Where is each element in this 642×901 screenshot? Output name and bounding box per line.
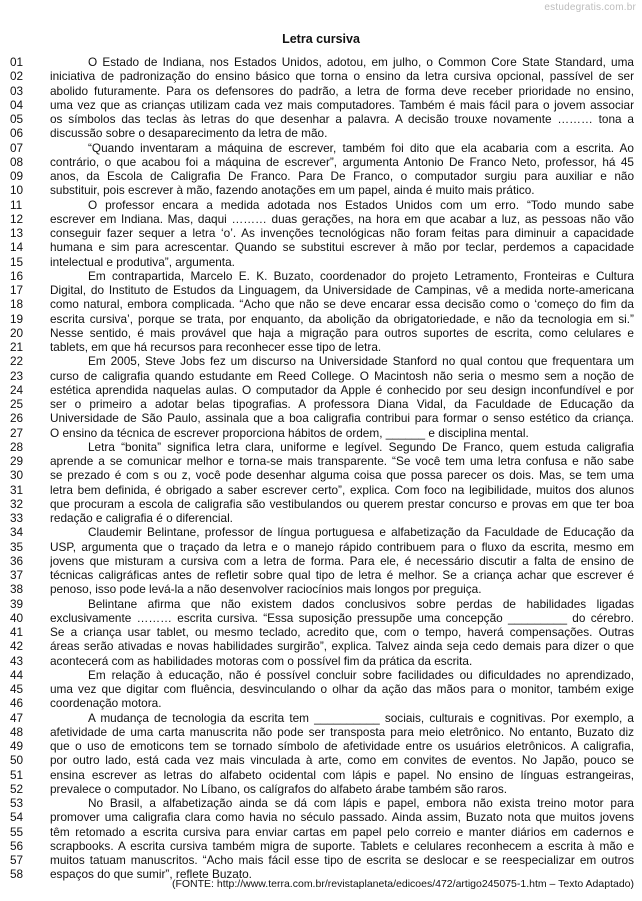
line-text: tablets, em que há recursos para reconhecer esse tipo de letra. bbox=[50, 340, 382, 354]
line-number: 09 bbox=[10, 169, 24, 183]
line-text: ser o primeiro a adotar belas tipografias. A professora Diana Vidal, da Faculdade de Educação da bbox=[50, 397, 634, 411]
line-number: 55 bbox=[10, 824, 24, 839]
line-text: ensina escrever as letras do alfabeto ocidental com lápis e papel. No ensino de línguas estrangeiras, bbox=[50, 767, 634, 782]
text-line bbox=[0, 212, 642, 226]
text-line bbox=[0, 768, 642, 782]
line-text: escrever em Indiana. Mas, daqui ……… duas gerações, na hora em que acabar a luz, as pessoas não vão bbox=[50, 211, 634, 226]
line-number: 41 bbox=[10, 625, 24, 639]
line-number: 53 bbox=[10, 796, 24, 810]
text-line bbox=[0, 540, 642, 554]
text-line bbox=[0, 839, 642, 853]
text-line bbox=[0, 169, 642, 183]
text-line bbox=[0, 383, 642, 397]
line-text: por outro lado, está cada vez mais vinculada à arte, como em convites de eventos. No Japão, pouco se bbox=[50, 753, 634, 768]
text-line bbox=[0, 654, 642, 668]
text-line bbox=[0, 725, 642, 739]
line-number: 56 bbox=[10, 838, 24, 853]
line-number: 15 bbox=[10, 254, 24, 269]
line-text: discussão sobre o desaparecimento da letra de mão. bbox=[50, 126, 328, 141]
text-line bbox=[0, 226, 642, 240]
line-text: se prezado é com s ou z, você pode desenhar alguma coisa que possa parecer os dois. Mas, se tem uma bbox=[50, 468, 634, 483]
line-number: 14 bbox=[10, 240, 24, 255]
line-text: acontecerá com as habilidades motoras com o possível fim da prática da escrita. bbox=[50, 653, 473, 668]
line-text: Nesse sentido, é mais provável que haja a migração para outros suportes de escrita, como celulares e bbox=[50, 325, 634, 340]
text-line bbox=[0, 696, 642, 710]
line-number: 22 bbox=[10, 354, 24, 369]
line-number: 48 bbox=[10, 724, 24, 739]
text-line bbox=[0, 340, 642, 354]
text-line bbox=[0, 326, 642, 340]
line-text: intelectual e produtiva”, argumenta. bbox=[50, 254, 235, 269]
text-line bbox=[0, 240, 642, 254]
line-text: uma vez que as crianças utilizam cada vez mais computadores. Também é mais fácil para o jovem associar bbox=[50, 97, 634, 112]
line-number: 54 bbox=[10, 810, 24, 825]
text-line bbox=[0, 369, 642, 383]
line-text: humana e sim para acrescentar. Quando se substitui escrever à mão por teclar, perdemos a capacidade bbox=[50, 240, 634, 255]
text-line bbox=[0, 354, 642, 368]
source-citation: (FONTE: http://www.terra.com.br/revistaplaneta/edicoes/472/artigo245075-1.htm – Texto Adaptado) bbox=[171, 878, 634, 890]
line-number: 01 bbox=[10, 55, 24, 69]
text-line bbox=[0, 397, 642, 411]
line-number: 38 bbox=[10, 582, 24, 597]
text-line bbox=[0, 668, 642, 682]
line-number: 58 bbox=[10, 867, 24, 882]
line-text: iniciativa de padronização do ensino básico que torna o ensino da letra cursiva opcional, passível de ser bbox=[50, 69, 634, 84]
line-text: Letra “bonita” significa letra clara, uniforme e legível. Segundo De Franco, quem estuda caligrafia bbox=[88, 439, 634, 454]
line-text: Belintane afirma que não existem dados conclusivos sobre perdas de habilidades ligadas bbox=[88, 596, 634, 611]
line-text: escrita cursiva’, porque se trata, por enquanto, da abolição da obrigatoriedade, e não da tecnologia em si.” bbox=[50, 311, 634, 326]
line-text: coordenação motora. bbox=[50, 696, 162, 711]
text-line bbox=[0, 497, 642, 511]
text-line bbox=[0, 682, 642, 696]
line-text: estética aprendida naquelas aulas. O computador da Apple é conhecido por seu design inconfundível e por bbox=[50, 382, 634, 397]
line-number: 35 bbox=[10, 539, 24, 554]
line-number: 10 bbox=[10, 183, 24, 198]
text-line bbox=[0, 782, 642, 796]
line-text: USP, argumenta que o traçado da letra e o manejo rápido contribuem para o fluxo da escrita, mesmo em bbox=[50, 539, 634, 554]
line-number: 34 bbox=[10, 525, 24, 540]
line-number: 36 bbox=[10, 553, 24, 568]
line-text: A mudança de tecnologia da escrita tem __________ sociais, culturais e cognitivas. Por exemplo, a bbox=[88, 710, 634, 725]
text-line bbox=[0, 55, 642, 69]
line-number: 24 bbox=[10, 382, 24, 397]
text-line bbox=[0, 625, 642, 639]
line-number: 45 bbox=[10, 682, 24, 696]
text-line bbox=[0, 454, 642, 468]
line-text: “Quando inventaram a máquina de escrever, também foi dito que ela acabaria com a escrita. Ao bbox=[88, 140, 634, 155]
line-number: 42 bbox=[10, 639, 24, 654]
text-line bbox=[0, 269, 642, 283]
line-text: redação e caligrafia é o diferencial. bbox=[50, 511, 233, 525]
line-number: 17 bbox=[10, 283, 24, 297]
line-text: O professor encara a medida adotada nos Estados Unidos com um erro. “Todo mundo sabe bbox=[88, 197, 634, 212]
text-line bbox=[0, 112, 642, 126]
line-text: Se a criança usar tablet, ou mesmo teclado, acredito que, com o tempo, haverá compensações. Outras bbox=[50, 625, 634, 639]
line-number: 39 bbox=[10, 596, 24, 611]
line-text: exclusivamente ……… escrita cursiva. “Essa suposição pressupõe uma concepção _________ do cérebro. bbox=[50, 610, 634, 625]
text-line bbox=[0, 468, 642, 482]
line-text: espaços do que sumir”, reflete Buzato. bbox=[50, 867, 252, 882]
line-number: 16 bbox=[10, 268, 24, 283]
line-text: Em relação à educação, não é possível concluir sobre facilidades ou dificuldades no aprendizado, bbox=[88, 667, 634, 682]
text-lines bbox=[0, 55, 642, 882]
text-line bbox=[0, 297, 642, 311]
text-line bbox=[0, 597, 642, 611]
line-text: conseguir fazer sequer a letra ‘o’. As invenções tecnológicas não foram feitas para diminuir a capacidade bbox=[50, 226, 634, 240]
line-number: 06 bbox=[10, 126, 24, 141]
line-number: 20 bbox=[10, 325, 24, 340]
text-line bbox=[0, 853, 642, 867]
line-number: 44 bbox=[10, 667, 24, 682]
text-line bbox=[0, 739, 642, 753]
line-text: Em 2005, Steve Jobs fez um discurso na Universidade Stanford no qual contou que frequentara um bbox=[88, 354, 634, 369]
line-text: curso de caligrafia quando estudante em Reed College. O Macintosh não seria o mesmo sem a noção de bbox=[50, 368, 634, 383]
line-text: afetividade de uma carta manuscrita não pode ser transposta para meio eletrônico. No entanto, Buzato diz bbox=[50, 724, 634, 739]
text-line bbox=[0, 810, 642, 824]
line-text: Universidade de São Paulo, assinala que a boa caligrafia contribui para formar o senso estético da criança. bbox=[50, 411, 634, 426]
line-number: 27 bbox=[10, 425, 24, 440]
line-number: 11 bbox=[10, 197, 23, 212]
line-number: 23 bbox=[10, 368, 24, 383]
line-text: abolido futuramente. Para os defensores do padrão, a letra de forma deve receber prioridade no ensino, bbox=[50, 83, 634, 98]
page-title: Letra cursiva bbox=[282, 32, 360, 46]
line-text: muitos tatuam manuscritos. “Acho mais fácil esse tipo de escrita se deslocar e se reespecializar em outros bbox=[50, 853, 634, 867]
line-text: prevalece o computador. No Líbano, os calígrafos do alfabeto árabe também são raros. bbox=[50, 781, 508, 796]
text-line bbox=[0, 98, 642, 112]
text-line bbox=[0, 126, 642, 140]
line-text: O Estado de Indiana, nos Estados Unidos, adotou, em julho, o Common Core State Standard, uma bbox=[88, 55, 634, 69]
line-text: No Brasil, a alfabetização ainda se dá com lápis e papel, embora não exista treino motor para bbox=[88, 796, 634, 810]
line-text: Claudemir Belintane, professor de língua portuguesa e alfabetização da Faculdade de Educação da bbox=[88, 525, 634, 540]
line-number: 47 bbox=[10, 710, 24, 725]
line-text: letra bem definida, é obrigado a saber escrever certo”, explica. Com foco na legibilidade, muitos dos alunos bbox=[50, 482, 634, 497]
text-line bbox=[0, 525, 642, 539]
line-text: substituir, pois escrever à mão, fazendo anotações em um papel, ainda é muito mais prático. bbox=[50, 183, 535, 198]
line-number: 46 bbox=[10, 696, 24, 711]
line-text: Digital, do Instituto de Estudos da Linguagem, da Universidade de Campinas, vê a medida norte-americana bbox=[50, 283, 634, 297]
line-number: 37 bbox=[10, 568, 24, 582]
line-number: 12 bbox=[10, 211, 24, 226]
line-text: técnicas caligráficas antes de refletir sobre qual tipo de letra é melhor. Se a criança achar que escrever é bbox=[50, 568, 634, 582]
text-line bbox=[0, 511, 642, 525]
text-line bbox=[0, 753, 642, 767]
line-number: 21 bbox=[10, 340, 24, 354]
text-line bbox=[0, 711, 642, 725]
line-number: 32 bbox=[10, 496, 24, 511]
line-number: 33 bbox=[10, 511, 24, 525]
line-number: 02 bbox=[10, 69, 24, 84]
text-line bbox=[0, 426, 642, 440]
text-line bbox=[0, 141, 642, 155]
line-number: 18 bbox=[10, 297, 24, 312]
line-number: 19 bbox=[10, 311, 24, 326]
line-text: que o uso de emoticons tem se tornado símbolo de afetividade entre os usuários eletrônicos. A caligrafia, bbox=[50, 739, 634, 753]
line-number: 30 bbox=[10, 468, 24, 483]
text-line bbox=[0, 796, 642, 810]
line-number: 51 bbox=[10, 767, 24, 782]
line-number: 29 bbox=[10, 454, 24, 468]
text-line bbox=[0, 155, 642, 169]
line-number: 07 bbox=[10, 140, 24, 155]
text-line bbox=[0, 283, 642, 297]
line-text: que procuram a escola de caligrafia são vestibulandos ou querem prestar concurso e provas em que ter boa bbox=[50, 496, 634, 511]
line-number: 52 bbox=[10, 781, 24, 796]
line-text: Em contrapartida, Marcelo E. K. Buzato, coordenador do projeto Letramento, Fronteiras e Cultura bbox=[88, 268, 634, 283]
line-text: têm retomado a escrita cursiva para enviar cartas em papel pelo correio e manter diários em cadernos e bbox=[50, 824, 634, 839]
text-line bbox=[0, 255, 642, 269]
line-text: penoso, isso pode levá-la a não desenvolver raciocínios mais longos por preguiça. bbox=[50, 582, 482, 597]
line-text: aprende a se comunicar melhor e torna-se mais transparente. “Se você tem uma letra confusa e não sabe bbox=[50, 454, 634, 468]
line-text: os símbolos das teclas às letras do que desenhar a palavra. A decisão trouxe novamente ……… tona a bbox=[50, 112, 634, 126]
text-line bbox=[0, 554, 642, 568]
line-number: 08 bbox=[10, 154, 24, 169]
text-line bbox=[0, 483, 642, 497]
line-text: anos, da Escola de Caligrafia De Franco. Para De Franco, o computador surgiu para auxiliar e não bbox=[50, 169, 634, 183]
line-number: 05 bbox=[10, 112, 24, 126]
line-text: promover uma caligrafia clara como havia no século passado. Ainda assim, Buzato nota que muitos jovens bbox=[50, 810, 634, 825]
text-line bbox=[0, 611, 642, 625]
line-number: 50 bbox=[10, 753, 24, 768]
line-number: 49 bbox=[10, 739, 24, 753]
line-number: 25 bbox=[10, 397, 24, 411]
text-line bbox=[0, 84, 642, 98]
line-text: áreas serão ativadas e novas habilidades surgirão”, explica. Talvez ainda seja cedo demais para dizer o que bbox=[50, 639, 634, 654]
text-line bbox=[0, 582, 642, 596]
text-line bbox=[0, 568, 642, 582]
text-line bbox=[0, 825, 642, 839]
line-text: contrário, o que acabou foi a máquina de escrever”, argumenta Antonio De Franco Neto, professor, há 45 bbox=[50, 154, 634, 169]
line-number: 13 bbox=[10, 226, 24, 240]
text-line bbox=[0, 411, 642, 425]
line-text: uma vez que digitar com fluência, desvinculando o olhar da ação das mãos para o monitor, também exige bbox=[50, 682, 634, 696]
text-line bbox=[0, 312, 642, 326]
watermark: estudegratis.com.br bbox=[544, 2, 636, 13]
line-number: 57 bbox=[10, 853, 24, 867]
text-line bbox=[0, 639, 642, 653]
line-number: 26 bbox=[10, 411, 24, 426]
text-line bbox=[0, 198, 642, 212]
line-number: 28 bbox=[10, 439, 24, 454]
text-line bbox=[0, 69, 642, 83]
text-line bbox=[0, 183, 642, 197]
text-line bbox=[0, 440, 642, 454]
line-number: 43 bbox=[10, 653, 24, 668]
line-number: 04 bbox=[10, 97, 24, 112]
line-number: 31 bbox=[10, 482, 24, 497]
line-text: jovens que misturam a cursiva com a letra de forma. Para ele, é necessário discutir a falta de ensino de bbox=[50, 553, 634, 568]
line-text: como natural, embora complicada. “Acho que não se deve encarar essa decisão como o ‘começo do fim da bbox=[50, 297, 634, 312]
line-text: O ensino da técnica de escrever proporciona hábitos de ordem, ______ e disciplina mental. bbox=[50, 425, 529, 440]
line-number: 40 bbox=[10, 610, 24, 625]
line-text: scrapbooks. A escrita cursiva também migra de suporte. Tablets e celulares reconhecem a escrita à mão e bbox=[50, 838, 634, 853]
line-number: 03 bbox=[10, 83, 24, 98]
